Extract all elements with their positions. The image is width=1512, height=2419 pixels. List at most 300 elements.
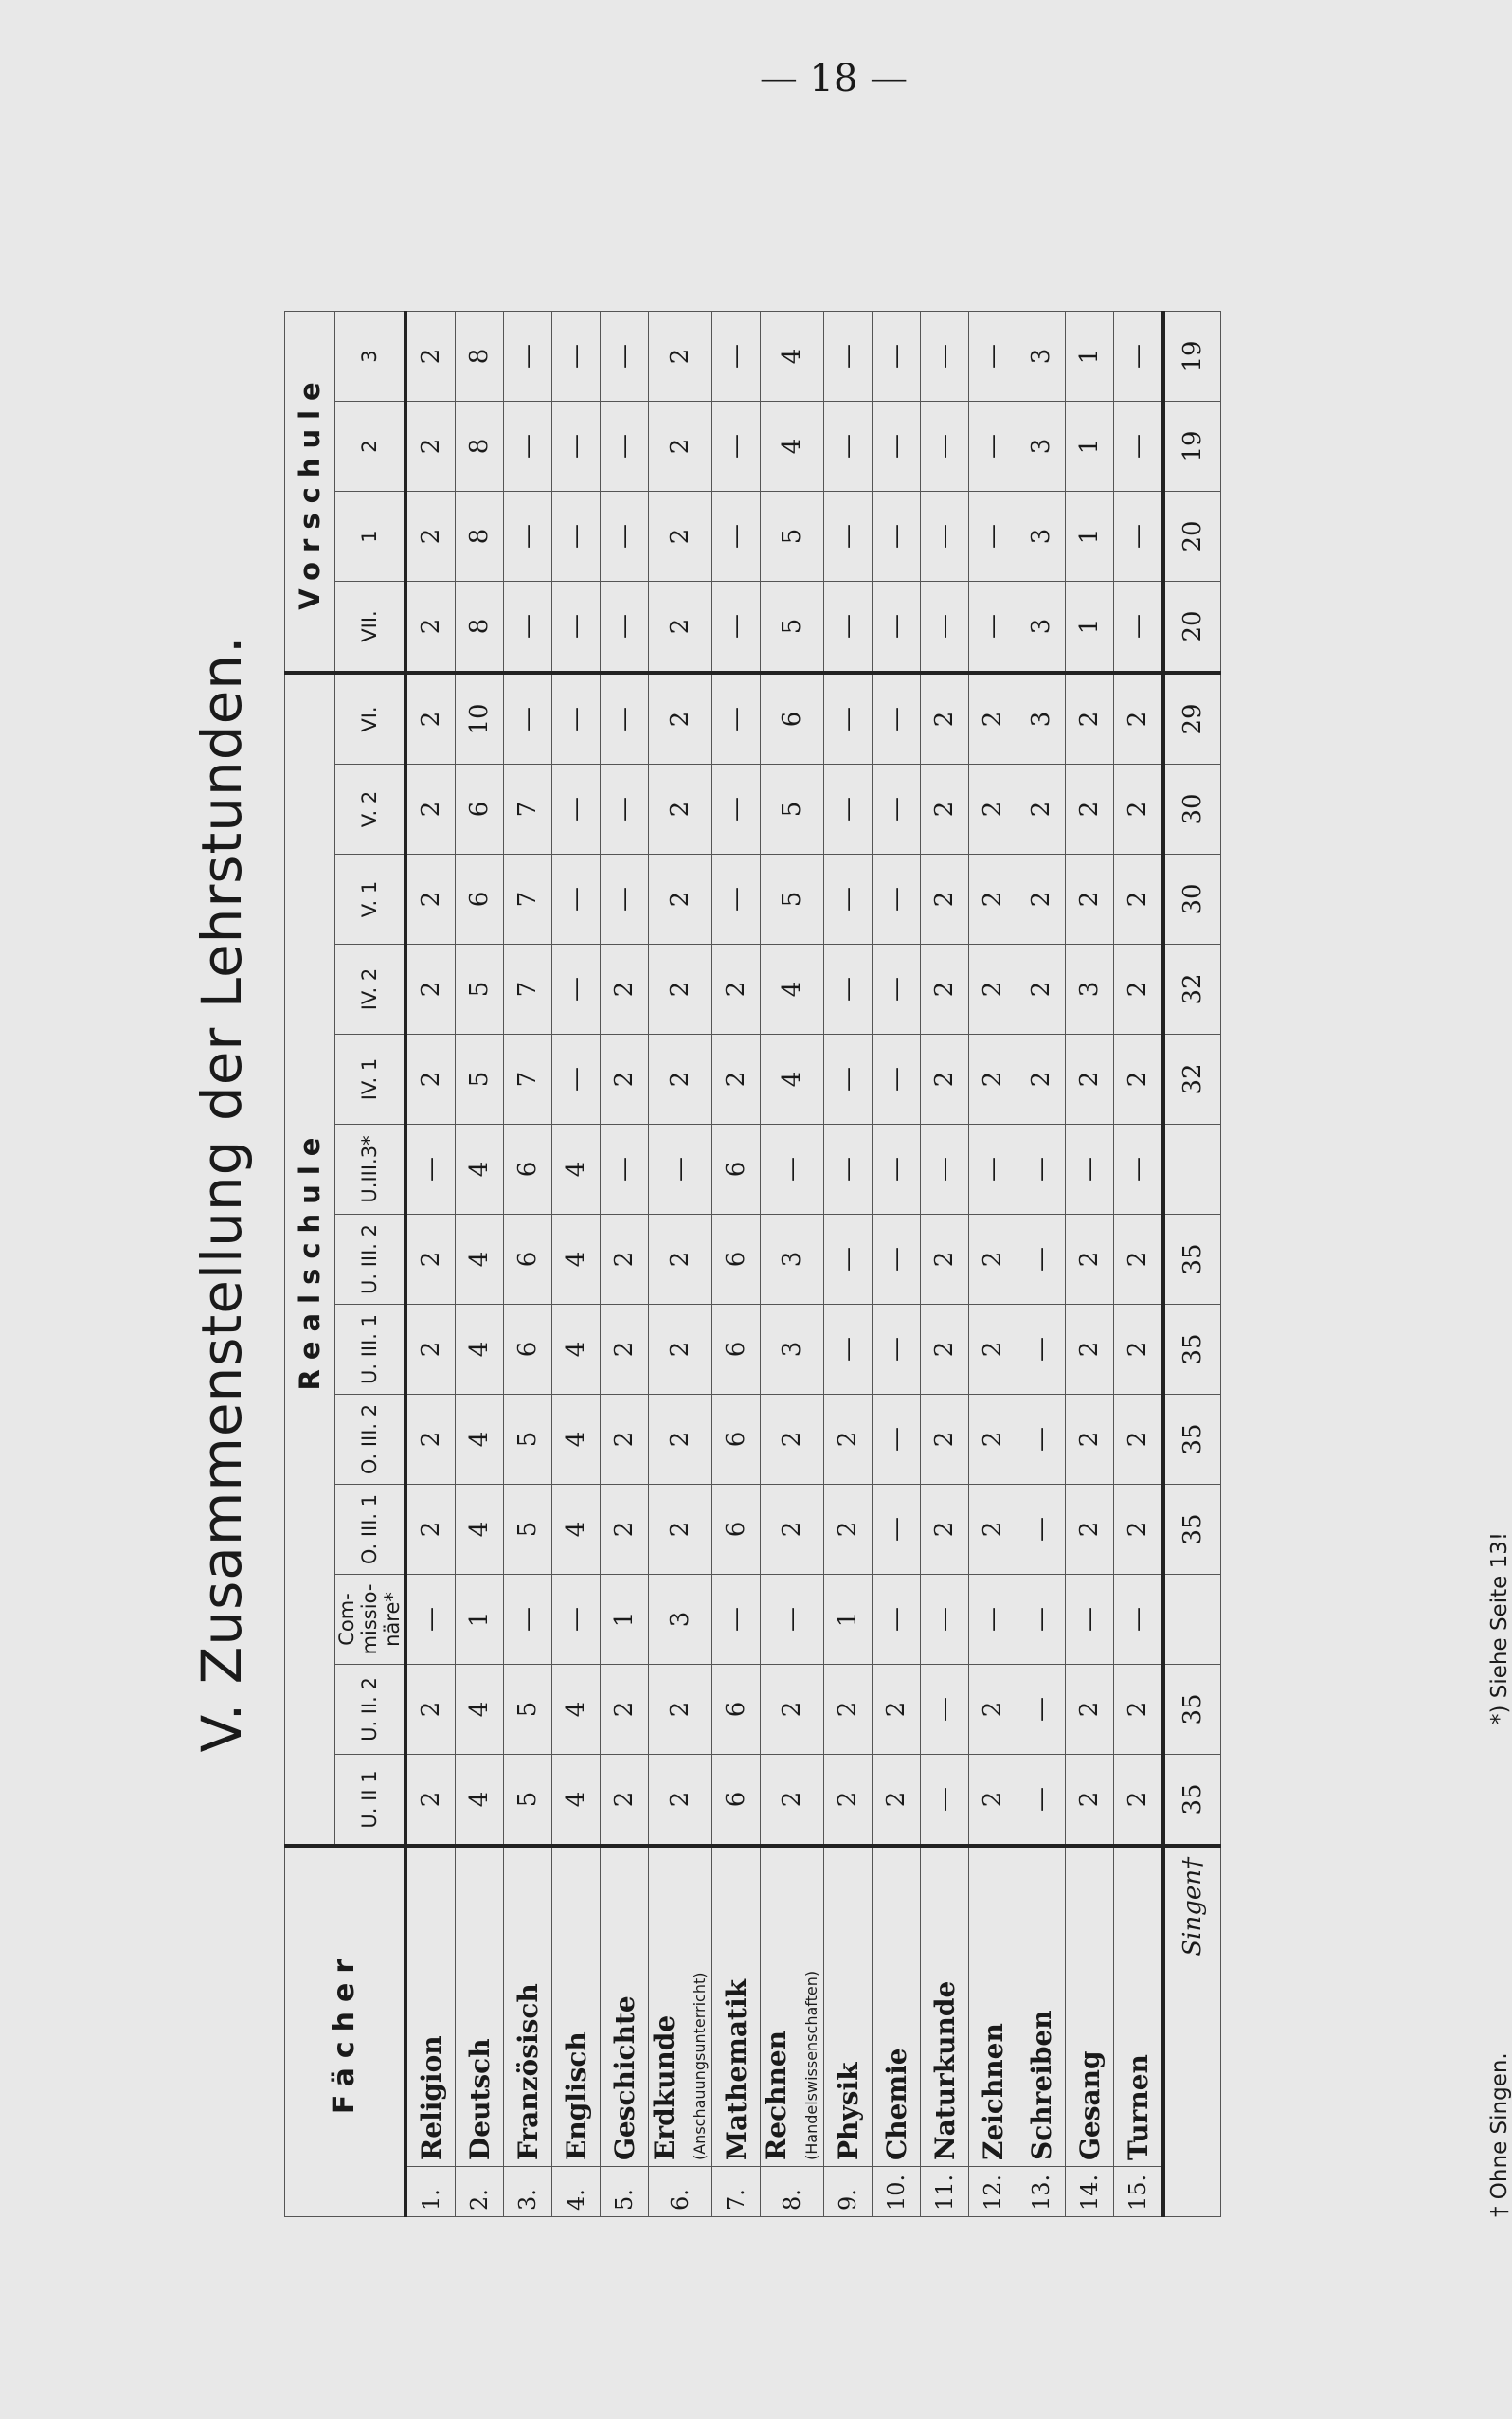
- column-header: VII.: [335, 582, 406, 674]
- hours-cell: 7: [504, 945, 552, 1035]
- hours-cell: 2: [601, 1215, 649, 1305]
- hours-cell: —: [969, 402, 1017, 492]
- hours-cell: 2: [1114, 1395, 1164, 1485]
- table-row: [1017, 312, 1066, 2217]
- hours-cell: 2: [1114, 945, 1164, 1035]
- hours-cell: 1: [456, 1575, 504, 1665]
- table-row: [824, 312, 873, 2217]
- subject-cell: [552, 1846, 601, 2167]
- footnote-dagger: † Ohne Singen.: [1487, 2052, 1512, 2217]
- total-cell: 35: [1163, 1665, 1221, 1755]
- row-number: 7.: [712, 2167, 761, 2217]
- subject-cell: [456, 1846, 504, 2167]
- hours-cell: 3: [1017, 312, 1066, 402]
- hours-cell: 2: [1066, 673, 1114, 765]
- hours-cell: 7: [504, 1035, 552, 1125]
- hours-cell: 4: [552, 1395, 601, 1485]
- total-cell: 19: [1163, 402, 1221, 492]
- column-header: V. 1: [335, 855, 406, 945]
- hours-cell: 4: [761, 945, 824, 1035]
- hours-cell: —: [504, 1575, 552, 1665]
- row-number: 14.: [1066, 2167, 1114, 2217]
- table-row: [1114, 312, 1164, 2217]
- subject-cell: [1017, 1846, 1066, 2167]
- subject-note: (Handelswissenschaften): [802, 1970, 820, 2160]
- hours-cell: —: [552, 855, 601, 945]
- subject-name: Erdkunde: [649, 2014, 680, 2160]
- subject-cell: [969, 1846, 1017, 2167]
- table-row: [921, 312, 969, 2217]
- hours-cell: 2: [1114, 1305, 1164, 1395]
- hours-cell: —: [1017, 1305, 1066, 1395]
- hours-cell: —: [873, 1395, 921, 1485]
- total-cell: 30: [1163, 855, 1221, 945]
- hours-cell: —: [712, 673, 761, 765]
- hours-cell: —: [601, 402, 649, 492]
- hours-cell: —: [873, 582, 921, 674]
- hours-cell: 2: [1114, 1665, 1164, 1755]
- hours-cell: 2: [405, 1485, 456, 1575]
- hours-cell: 1: [1066, 582, 1114, 674]
- hours-cell: 6: [712, 1485, 761, 1575]
- hours-cell: 10: [456, 673, 504, 765]
- hours-cell: 2: [1017, 855, 1066, 945]
- hours-cell: 3: [1017, 673, 1066, 765]
- column-header: Com-missio-näre*: [335, 1575, 406, 1665]
- row-number: 10.: [873, 2167, 921, 2217]
- hours-cell: —: [552, 1035, 601, 1125]
- hours-cell: 6: [504, 1215, 552, 1305]
- column-header: U. III. 1: [335, 1305, 406, 1395]
- hours-cell: —: [873, 1485, 921, 1575]
- hours-cell: —: [1114, 492, 1164, 582]
- totals-label: Singen†: [1163, 1846, 1221, 2217]
- hours-cell: —: [504, 492, 552, 582]
- column-header: 2: [335, 402, 406, 492]
- hours-cell: —: [824, 582, 873, 674]
- table-row: [712, 312, 761, 2217]
- hours-cell: 2: [969, 673, 1017, 765]
- subject-name: Turnen: [1122, 2054, 1154, 2160]
- hours-cell: —: [969, 1575, 1017, 1665]
- hours-cell: 2: [1114, 673, 1164, 765]
- column-header: VI.: [335, 673, 406, 765]
- hours-cell: —: [1017, 1485, 1066, 1575]
- hours-cell: 6: [712, 1665, 761, 1755]
- hours-cell: 2: [649, 673, 712, 765]
- hours-cell: 2: [1114, 1755, 1164, 1847]
- hours-cell: 6: [712, 1395, 761, 1485]
- hours-cell: 8: [456, 492, 504, 582]
- hours-cell: —: [873, 855, 921, 945]
- hours-cell: —: [552, 312, 601, 402]
- subject-cell: [504, 1846, 552, 2167]
- column-header: O. III. 1: [335, 1485, 406, 1575]
- column-header: V. 2: [335, 765, 406, 855]
- hours-cell: 2: [1066, 1305, 1114, 1395]
- hours-cell: —: [921, 492, 969, 582]
- column-header: 3: [335, 312, 406, 402]
- hours-cell: —: [601, 312, 649, 402]
- hours-cell: 2: [649, 765, 712, 855]
- hours-cell: 2: [649, 1305, 712, 1395]
- hours-cell: —: [1066, 1575, 1114, 1665]
- hours-cell: 1: [1066, 312, 1114, 402]
- hours-cell: —: [405, 1125, 456, 1215]
- row-number: 12.: [969, 2167, 1017, 2217]
- hours-cell: 3: [1017, 492, 1066, 582]
- hours-cell: 3: [649, 1575, 712, 1665]
- total-cell: 19: [1163, 312, 1221, 402]
- hours-cell: —: [921, 582, 969, 674]
- hours-cell: 2: [405, 312, 456, 402]
- vorschule-header: Vorschule: [285, 312, 335, 674]
- hours-cell: 2: [921, 945, 969, 1035]
- row-number: 5.: [601, 2167, 649, 2217]
- hours-cell: 2: [873, 1665, 921, 1755]
- row-number: 11.: [921, 2167, 969, 2217]
- hours-cell: —: [873, 1215, 921, 1305]
- hours-cell: 2: [649, 1395, 712, 1485]
- hours-cell: 2: [649, 855, 712, 945]
- hours-cell: 2: [1066, 1755, 1114, 1847]
- row-number: 1.: [405, 2167, 456, 2217]
- hours-cell: 6: [504, 1125, 552, 1215]
- hours-cell: 2: [1066, 1215, 1114, 1305]
- table-row: [761, 312, 824, 2217]
- hours-cell: —: [921, 1125, 969, 1215]
- hours-cell: 2: [824, 1755, 873, 1847]
- hours-cell: 2: [761, 1665, 824, 1755]
- hours-cell: 4: [761, 312, 824, 402]
- hours-cell: 2: [921, 765, 969, 855]
- hours-cell: 2: [649, 402, 712, 492]
- hours-cell: —: [969, 1125, 1017, 1215]
- hours-cell: —: [824, 1215, 873, 1305]
- column-header: 1: [335, 492, 406, 582]
- hours-cell: 1: [1066, 402, 1114, 492]
- hours-cell: —: [504, 582, 552, 674]
- hours-cell: 6: [712, 1215, 761, 1305]
- hours-cell: —: [873, 1305, 921, 1395]
- hours-cell: —: [824, 855, 873, 945]
- hours-cell: 2: [921, 855, 969, 945]
- row-number: 3.: [504, 2167, 552, 2217]
- hours-cell: —: [761, 1125, 824, 1215]
- hours-cell: 2: [1066, 765, 1114, 855]
- hours-cell: —: [873, 765, 921, 855]
- subject-name: Religion: [415, 2035, 447, 2160]
- hours-cell: 2: [1066, 1665, 1114, 1755]
- hours-cell: 2: [761, 1395, 824, 1485]
- total-cell: 35: [1163, 1485, 1221, 1575]
- hours-cell: —: [712, 312, 761, 402]
- hours-cell: —: [873, 1035, 921, 1125]
- hours-cell: 5: [504, 1755, 552, 1847]
- hours-cell: 2: [1114, 765, 1164, 855]
- hours-cell: —: [873, 492, 921, 582]
- hours-cell: 6: [456, 855, 504, 945]
- hours-cell: 2: [969, 1485, 1017, 1575]
- hours-cell: 2: [601, 1755, 649, 1847]
- hours-cell: —: [969, 492, 1017, 582]
- hours-cell: —: [1017, 1215, 1066, 1305]
- hours-cell: 2: [649, 945, 712, 1035]
- hours-cell: 2: [405, 765, 456, 855]
- row-number: 15.: [1114, 2167, 1164, 2217]
- hours-cell: 2: [405, 855, 456, 945]
- hours-cell: 4: [552, 1485, 601, 1575]
- hours-cell: 2: [1114, 1035, 1164, 1125]
- table-row: [1066, 312, 1114, 2217]
- subject-cell: [921, 1846, 969, 2167]
- hours-cell: —: [873, 1575, 921, 1665]
- hours-cell: —: [712, 402, 761, 492]
- hours-cell: 2: [649, 1215, 712, 1305]
- realschule-header: Realschule: [285, 673, 335, 1846]
- subject-cell: [761, 1846, 824, 2167]
- hours-cell: 2: [761, 1485, 824, 1575]
- hours-cell: —: [969, 582, 1017, 674]
- hours-cell: 4: [456, 1125, 504, 1215]
- table-row: [552, 312, 601, 2217]
- subject-cell: [1114, 1846, 1164, 2167]
- hours-cell: —: [873, 945, 921, 1035]
- footnote-star: *) Siehe Seite 13!: [1487, 1531, 1512, 1724]
- hours-cell: 2: [405, 1035, 456, 1125]
- hours-cell: 4: [552, 1125, 601, 1215]
- hours-cell: 2: [1066, 1035, 1114, 1125]
- hours-cell: 2: [1114, 1485, 1164, 1575]
- hours-cell: 8: [456, 402, 504, 492]
- hours-cell: 2: [649, 1485, 712, 1575]
- page-title: V. Zusammenstellung der Lehrstunden.: [189, 635, 254, 1753]
- hours-cell: 2: [921, 1035, 969, 1125]
- hours-cell: —: [824, 312, 873, 402]
- hours-cell: —: [824, 945, 873, 1035]
- hours-cell: —: [712, 492, 761, 582]
- hours-cell: —: [601, 765, 649, 855]
- hours-cell: 2: [405, 1305, 456, 1395]
- total-cell: 35: [1163, 1755, 1221, 1847]
- hours-cell: 2: [969, 765, 1017, 855]
- hours-cell: 3: [761, 1305, 824, 1395]
- hours-cell: 2: [649, 1665, 712, 1755]
- hours-cell: 2: [921, 1485, 969, 1575]
- hours-cell: —: [873, 402, 921, 492]
- hours-cell: 5: [504, 1665, 552, 1755]
- column-header: U. II. 2: [335, 1665, 406, 1755]
- column-header: U. II 1: [335, 1755, 406, 1847]
- subject-cell: [873, 1846, 921, 2167]
- hours-cell: —: [873, 312, 921, 402]
- hours-cell: 2: [649, 582, 712, 674]
- hours-cell: —: [504, 312, 552, 402]
- hours-cell: 2: [921, 1215, 969, 1305]
- hours-cell: —: [1114, 582, 1164, 674]
- hours-cell: 6: [504, 1305, 552, 1395]
- hours-cell: —: [504, 673, 552, 765]
- hours-cell: —: [552, 765, 601, 855]
- hours-cell: 2: [873, 1755, 921, 1847]
- hours-cell: 2: [405, 1665, 456, 1755]
- total-cell: 32: [1163, 945, 1221, 1035]
- hours-cell: 4: [456, 1305, 504, 1395]
- hours-cell: 1: [1066, 492, 1114, 582]
- table-row: [456, 312, 504, 2217]
- hours-cell: —: [824, 765, 873, 855]
- hours-cell: 2: [969, 855, 1017, 945]
- hours-cell: —: [824, 1035, 873, 1125]
- hours-cell: —: [504, 402, 552, 492]
- hours-cell: —: [1017, 1395, 1066, 1485]
- total-cell: 20: [1163, 582, 1221, 674]
- hours-cell: 2: [649, 1755, 712, 1847]
- hours-cell: 2: [921, 673, 969, 765]
- hours-cell: 2: [969, 945, 1017, 1035]
- hours-cell: 4: [456, 1395, 504, 1485]
- hours-cell: —: [873, 1125, 921, 1215]
- hours-cell: —: [969, 312, 1017, 402]
- hours-cell: 2: [1017, 765, 1066, 855]
- hours-cell: —: [649, 1125, 712, 1215]
- table-row: [873, 312, 921, 2217]
- hours-cell: 4: [456, 1665, 504, 1755]
- hours-cell: 8: [456, 312, 504, 402]
- hours-cell: —: [552, 1575, 601, 1665]
- hours-cell: 2: [1066, 855, 1114, 945]
- hours-cell: —: [921, 402, 969, 492]
- table-body: [405, 312, 1221, 2217]
- hours-cell: —: [1114, 402, 1164, 492]
- column-header: IV. 1: [335, 1035, 406, 1125]
- subject-cell: [1066, 1846, 1114, 2167]
- hours-cell: 2: [405, 1755, 456, 1847]
- hours-cell: 4: [552, 1215, 601, 1305]
- hours-cell: —: [824, 1125, 873, 1215]
- hours-cell: 2: [649, 312, 712, 402]
- hours-cell: 6: [712, 1125, 761, 1215]
- hours-cell: 4: [552, 1305, 601, 1395]
- hours-cell: 2: [969, 1035, 1017, 1125]
- column-header: U.III.3*: [335, 1125, 406, 1215]
- table-row: [504, 312, 552, 2217]
- hours-cell: 6: [761, 673, 824, 765]
- hours-cell: 2: [712, 1035, 761, 1125]
- hours-cell: —: [601, 492, 649, 582]
- subject-name: Englisch: [560, 2031, 592, 2160]
- hours-cell: 8: [456, 582, 504, 674]
- hours-cell: —: [1017, 1755, 1066, 1847]
- hours-cell: —: [1017, 1125, 1066, 1215]
- hours-cell: 7: [504, 855, 552, 945]
- hours-cell: 5: [504, 1395, 552, 1485]
- hours-cell: 2: [405, 492, 456, 582]
- hours-cell: —: [552, 945, 601, 1035]
- hours-cell: 5: [761, 765, 824, 855]
- subject-name: Schreiben: [1025, 2010, 1057, 2160]
- hours-cell: —: [1114, 312, 1164, 402]
- hours-cell: 2: [601, 945, 649, 1035]
- hours-cell: 2: [824, 1395, 873, 1485]
- hours-cell: —: [712, 855, 761, 945]
- hours-cell: 2: [601, 1035, 649, 1125]
- hours-cell: 4: [761, 1035, 824, 1125]
- hours-cell: 2: [405, 402, 456, 492]
- subject-name: Mathematik: [720, 1979, 752, 2160]
- hours-cell: 2: [1066, 1485, 1114, 1575]
- hours-cell: 5: [456, 945, 504, 1035]
- subject-cell: [712, 1846, 761, 2167]
- hours-cell: —: [601, 855, 649, 945]
- hours-cell: 2: [1114, 855, 1164, 945]
- total-cell: 29: [1163, 673, 1221, 765]
- hours-cell: 1: [601, 1575, 649, 1665]
- total-cell: [1163, 1575, 1221, 1665]
- subject-name: Naturkunde: [928, 1980, 961, 2160]
- subject-cell: [601, 1846, 649, 2167]
- subject-note: (Anschauungsunterricht): [691, 1972, 709, 2160]
- hours-cell: —: [601, 582, 649, 674]
- subject-name: Deutsch: [463, 2038, 495, 2160]
- total-cell: 30: [1163, 765, 1221, 855]
- hours-cell: 7: [504, 765, 552, 855]
- table-row: [649, 312, 712, 2217]
- hours-cell: 2: [969, 1215, 1017, 1305]
- hours-cell: —: [921, 1755, 969, 1847]
- hours-cell: 4: [456, 1215, 504, 1305]
- row-number: 2.: [456, 2167, 504, 2217]
- hours-cell: 2: [921, 1305, 969, 1395]
- hours-cell: —: [552, 582, 601, 674]
- hours-cell: 2: [405, 1395, 456, 1485]
- hours-cell: —: [712, 582, 761, 674]
- hours-cell: 2: [405, 582, 456, 674]
- hours-cell: 4: [552, 1755, 601, 1847]
- hours-cell: —: [824, 402, 873, 492]
- hours-cell: —: [824, 1305, 873, 1395]
- subject-cell: [824, 1846, 873, 2167]
- hours-cell: —: [824, 492, 873, 582]
- hours-cell: 5: [456, 1035, 504, 1125]
- total-cell: 20: [1163, 492, 1221, 582]
- hours-cell: 2: [649, 492, 712, 582]
- hours-cell: —: [601, 1125, 649, 1215]
- hours-cell: 6: [456, 765, 504, 855]
- hours-cell: 2: [649, 1035, 712, 1125]
- row-number: 4.: [552, 2167, 601, 2217]
- hours-cell: 6: [712, 1755, 761, 1847]
- hours-cell: 2: [1017, 1035, 1066, 1125]
- hours-cell: 2: [405, 1215, 456, 1305]
- faecher-header: Fächer: [285, 1846, 406, 2217]
- subject-name: Chemie: [880, 2048, 912, 2160]
- subject-name: Physik: [832, 2062, 864, 2160]
- hours-cell: —: [921, 312, 969, 402]
- hours-cell: 2: [824, 1485, 873, 1575]
- header-row-groups: [285, 312, 335, 2217]
- hours-cell: —: [761, 1575, 824, 1665]
- column-header: U. III. 2: [335, 1215, 406, 1305]
- hours-cell: 5: [761, 492, 824, 582]
- subject-name: Zeichnen: [977, 2023, 1009, 2160]
- hours-cell: —: [1066, 1125, 1114, 1215]
- subject-name: Rechnen: [761, 2030, 792, 2160]
- subject-name: Geschichte: [608, 1995, 640, 2160]
- hours-cell: —: [601, 673, 649, 765]
- hours-cell: 2: [601, 1665, 649, 1755]
- column-header: O. III. 2: [335, 1395, 406, 1485]
